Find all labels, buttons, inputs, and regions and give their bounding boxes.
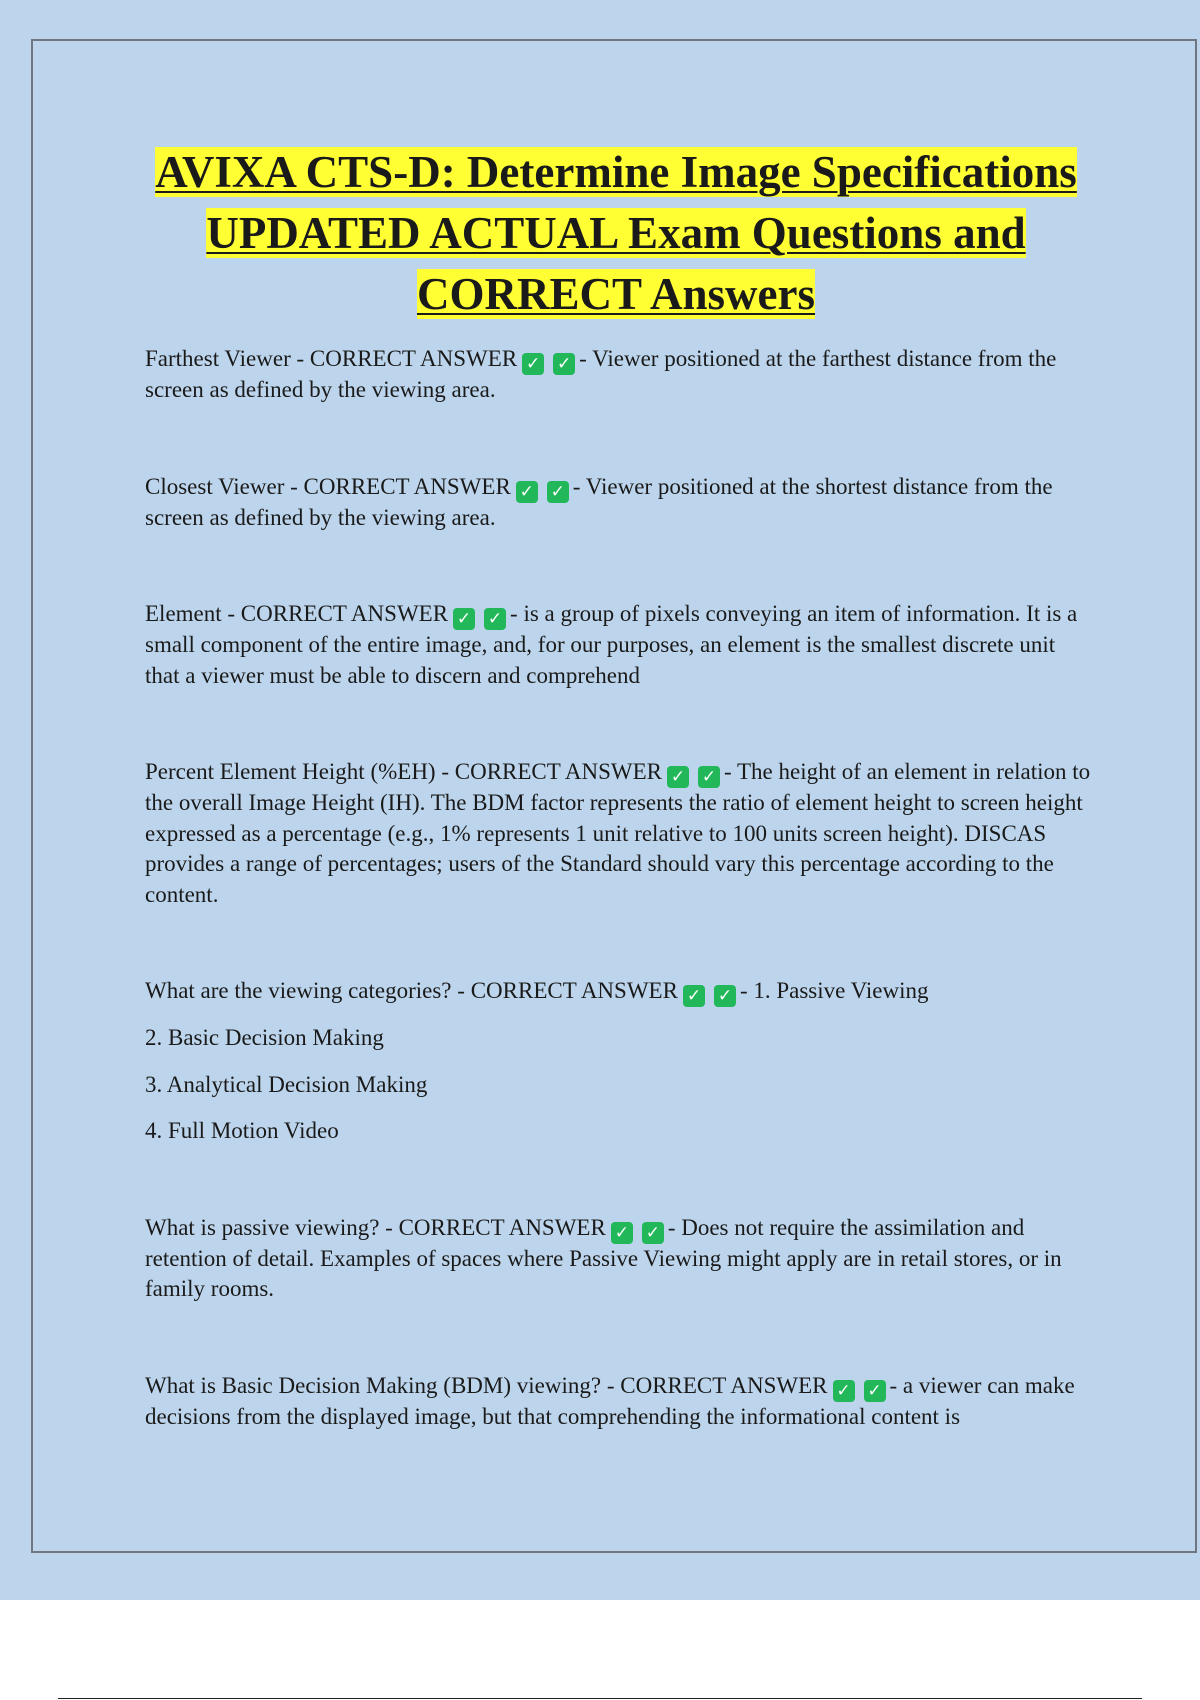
answer-marker: CORRECT ANSWER (309, 346, 518, 371)
qa-content (145, 344, 1095, 1432)
qa-item-farthest-viewer (145, 344, 1095, 406)
footer-rule (58, 1698, 1142, 1699)
answer-marker: CORRECT ANSWER (240, 601, 449, 626)
document-title-text: AVIXA CTS-D: Determine Image Specifications UPDATED ACTUAL Exam Questions and CORRECT Answers (155, 147, 1077, 319)
answer-marker: CORRECT ANSWER (620, 1372, 828, 1398)
qa-item-closest-viewer (145, 472, 1095, 534)
check-icon: ✓ (833, 1380, 855, 1402)
answer-marker: CORRECT ANSWER (454, 759, 662, 784)
qa-term: What is passive viewing? - (145, 1214, 399, 1240)
list-item: 3. Analytical Decision Making (145, 1071, 428, 1097)
qa-term: What are the viewing categories? - (145, 978, 471, 1003)
qa-item-element (145, 599, 1095, 691)
qa-answer: - 1. Passive Viewing (739, 978, 929, 1003)
check-icon: ✓ (714, 985, 736, 1007)
check-icon: ✓ (547, 481, 569, 503)
check-icon: ✓ (553, 353, 575, 375)
document-title (120, 142, 1112, 325)
qa-term: What is Basic Decision Making (BDM) viewing? - (145, 1372, 621, 1398)
check-icon: ✓ (484, 608, 506, 630)
qa-answer: - The height of an element in relation to the overall Image Height (IH). The BDM factor represents the ratio of element height to screen height expressed as a percentage (e.g., 1% represents 1 unit relative to 100 units screen height). DISCAS provides a range of percentages; users of the Standard should vary this percentage according to the content. (145, 759, 1091, 907)
list-item: 4. Full Motion Video (145, 1118, 339, 1143)
check-icon: ✓ (698, 766, 720, 788)
qa-term: Percent Element Height (%EH) - (145, 759, 455, 784)
answer-marker: CORRECT ANSWER (398, 1214, 606, 1240)
qa-item-basic-decision-making (145, 1371, 1095, 1433)
qa-term: Closest Viewer - (145, 473, 304, 499)
qa-answer: - is a group of pixels conveying an item of information. It is a small component of the entire image, and, for our purposes, an element is the smallest discrete unit that a viewer must be able to discern and comprehend (145, 601, 1078, 688)
qa-item-passive-viewing (145, 1213, 1095, 1305)
check-icon: ✓ (864, 1380, 886, 1402)
qa-answer: - Does not require the assimilation and retention of detail. Examples of spaces where Passive Viewing might apply are in retail stores, or in family rooms. (145, 1214, 1062, 1301)
qa-answer: - Viewer positioned at the farthest distance from the screen as defined by the viewing area. (145, 346, 1057, 402)
check-icon: ✓ (522, 353, 544, 375)
check-icon: ✓ (667, 766, 689, 788)
check-icon: ✓ (453, 608, 475, 630)
list-item: 2. Basic Decision Making (145, 1025, 384, 1050)
check-icon: ✓ (516, 481, 538, 503)
qa-item-viewing-categories (145, 976, 1095, 1007)
qa-term: Element - (145, 601, 241, 626)
qa-answer: - Viewer positioned at the shortest distance from the screen as defined by the viewing area. (145, 473, 1053, 530)
qa-answer: - a viewer can make decisions from the displayed image, but that comprehending the informational content is (145, 1372, 1075, 1429)
check-icon: ✓ (642, 1222, 664, 1244)
qa-item-percent-element-height (145, 757, 1095, 910)
check-icon: ✓ (683, 985, 705, 1007)
answer-marker: CORRECT ANSWER (303, 473, 511, 499)
qa-term: Farthest Viewer - (145, 346, 310, 371)
answer-marker: CORRECT ANSWER (470, 978, 678, 1003)
check-icon: ✓ (611, 1222, 633, 1244)
